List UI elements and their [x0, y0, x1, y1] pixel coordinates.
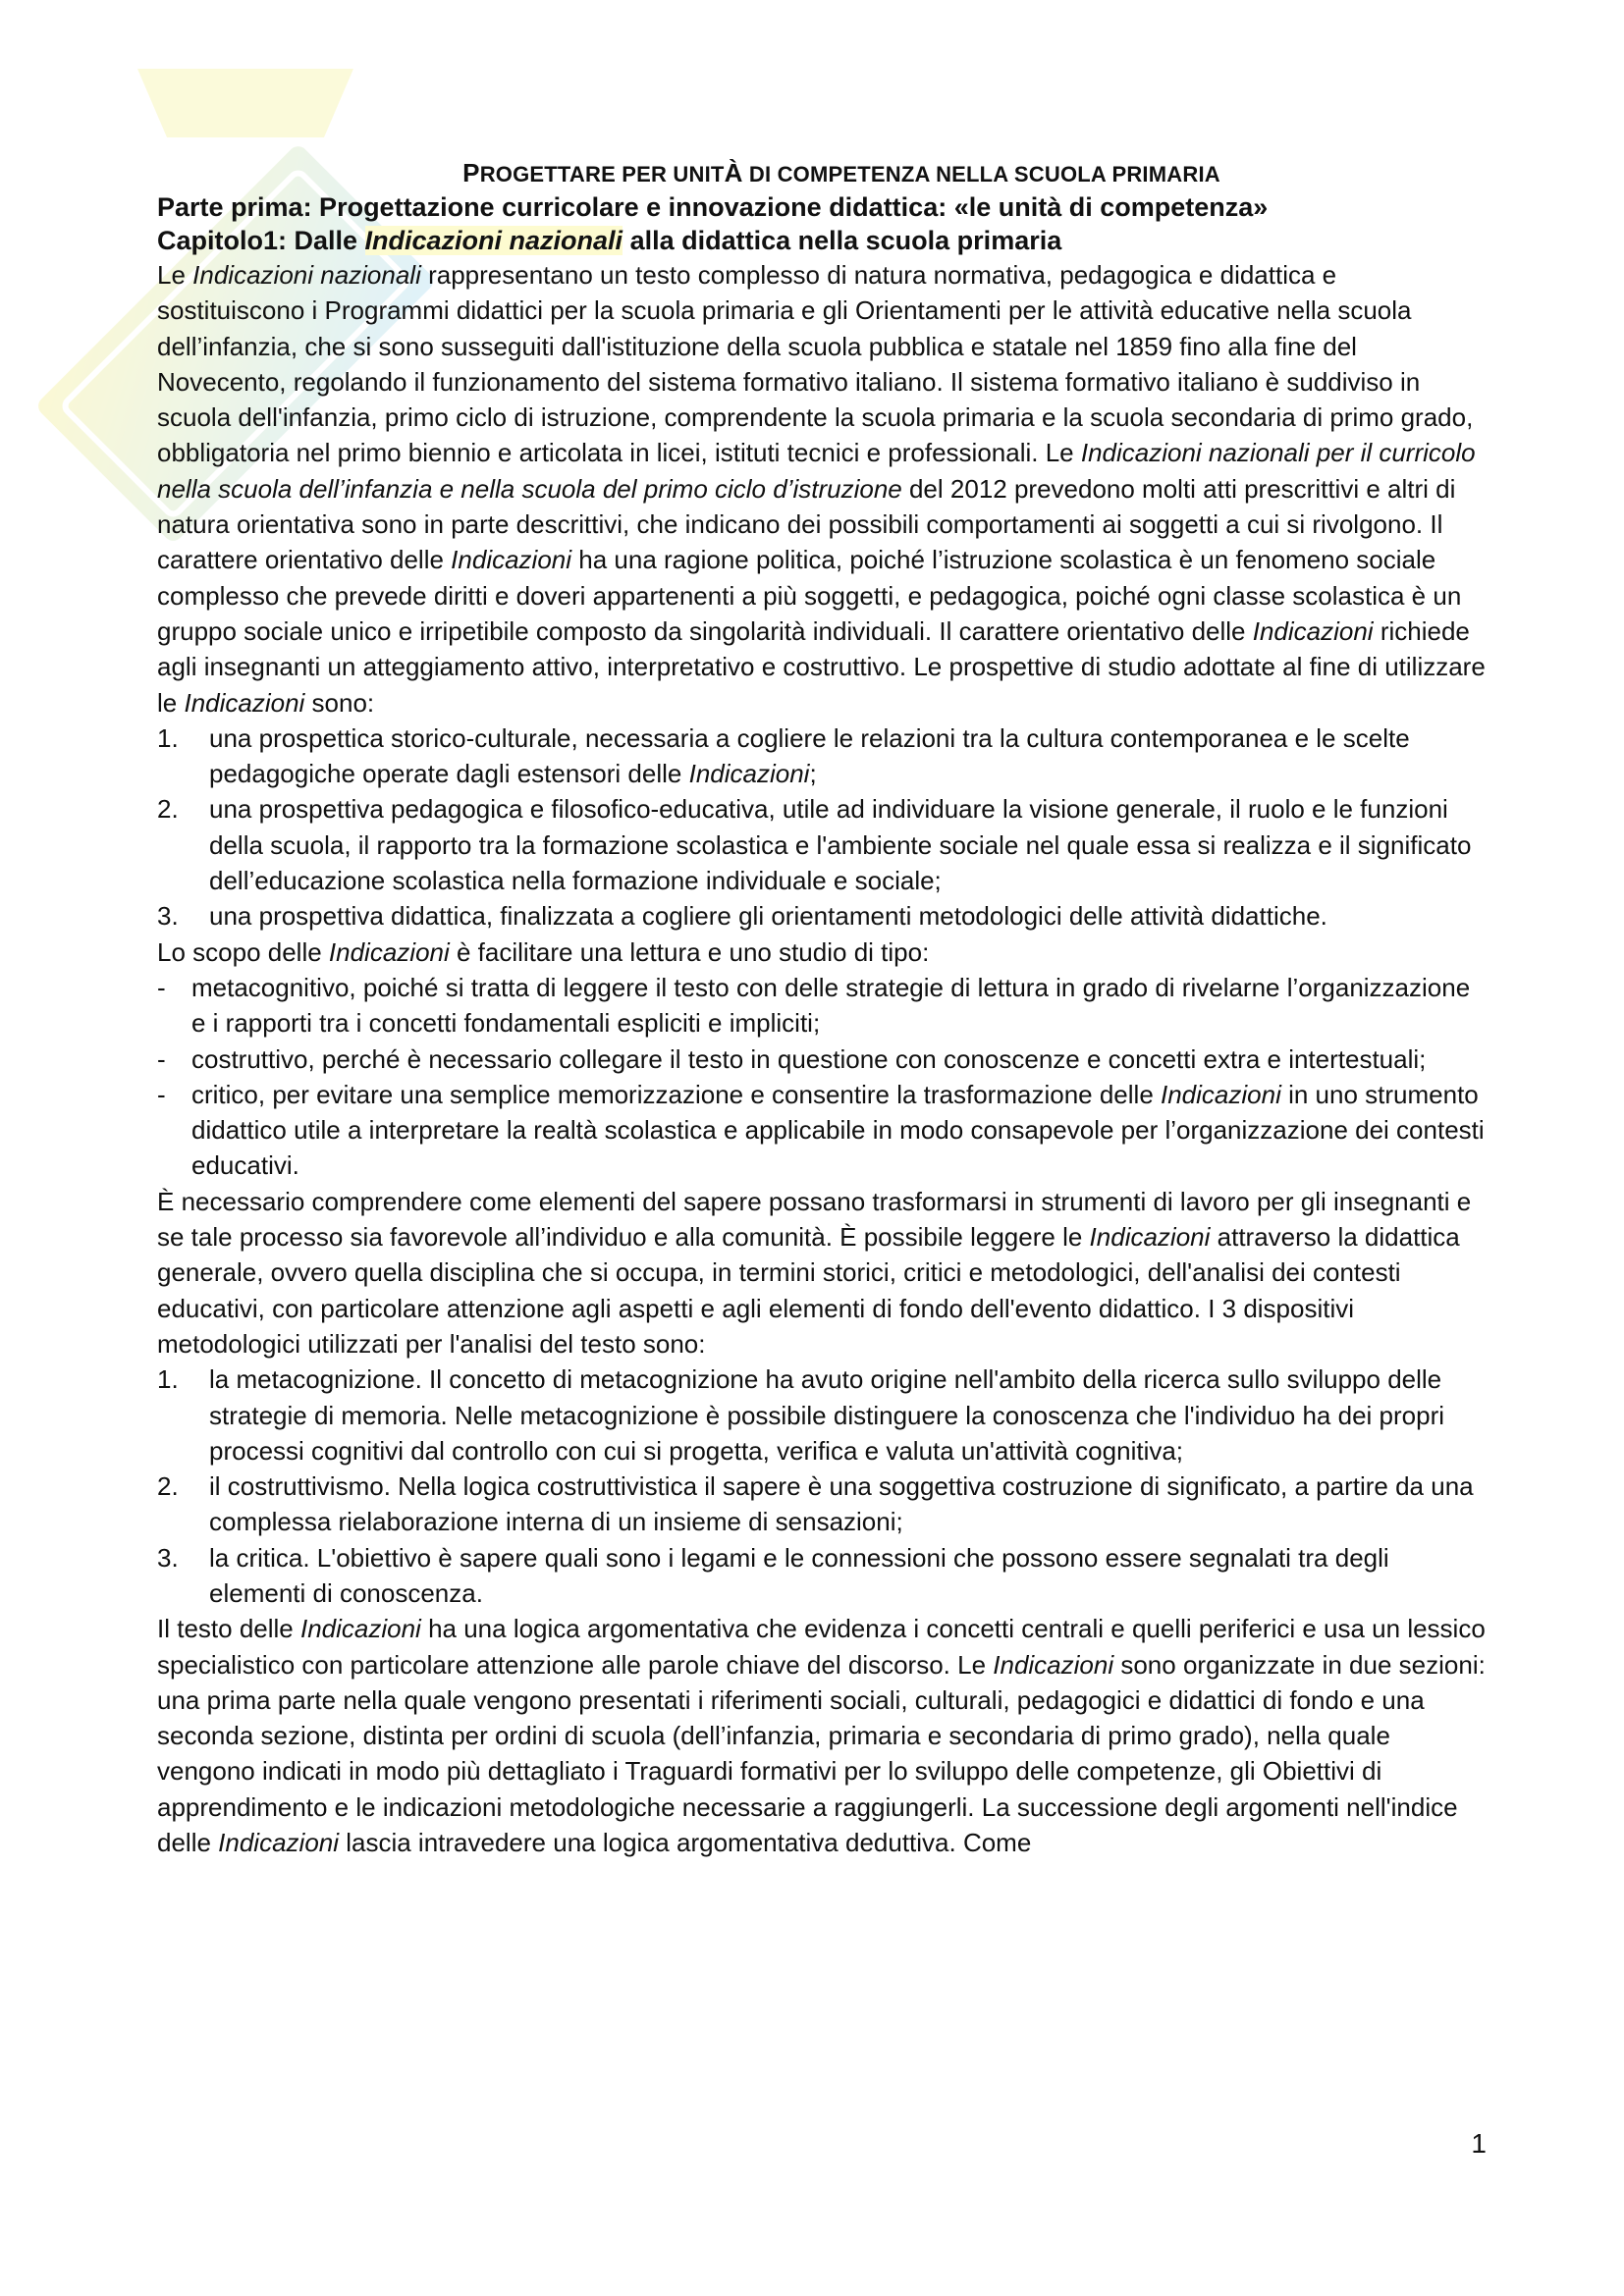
- list-item: - costruttivo, perché è necessario collegare il testo in questione con conoscenze e concetti extra e intertestuali;: [157, 1043, 1427, 1074]
- chapter-heading: Capitolo1: Dalle Indicazioni nazionali alla didattica nella scuola primaria: [157, 226, 1062, 255]
- paragraph-didactics: È necessario comprendere come elementi del sapere possano trasformarsi in strumenti di lavoro per gli insegnanti e se tale processo sia favorevole all’individuo e alla comunità. È possibile leggere le Indicazioni attraverso la didattica generale, ovvero quella disciplina che si occupa, in termini storici, critici e metodologici, dell'analisi dei contesti educativi, con particolare attenzione agli aspetti e agli elementi di fondo dell'evento didattico. I 3 dispositivi metodologici utilizzati per l'analisi del testo sono:: [157, 1186, 1472, 1359]
- reading-types-list: [157, 970, 1487, 1184]
- list-item: 1. la metacognizione. Il concetto di metacognizione ha avuto origine nell'ambito della ricerca sullo sviluppo delle strategie di memoria. Nelle metacognizione è possibile distinguere la conoscenza che l'individuo ha dei propri processi cognitivi dal controllo con cui si progetta, verifica e valuta un'attività cognitiva;: [157, 1364, 1445, 1466]
- document-page: [157, 157, 1487, 1860]
- methods-list: [157, 1362, 1487, 1611]
- list-item: 3. la critica. L'obiettivo è sapere quali sono i legami e le connessioni che possono essere segnalati tra degli elementi di conoscenza.: [157, 1542, 1389, 1608]
- paragraph-scope: Lo scopo delle Indicazioni è facilitare una lettura e uno studio di tipo:: [157, 936, 930, 967]
- page-number: 1: [1471, 2128, 1487, 2159]
- list-item: 3. una prospettiva didattica, finalizzata a cogliere gli orientamenti metodologici delle attività didattiche.: [157, 901, 1327, 932]
- list-item: 2. una prospettiva pedagogica e filosofico-educativa, utile ad individuare la visione generale, il ruolo e le funzioni della scuola, il rapporto tra la formazione scolastica e l'ambiente sociale nel quale essa si realizza e il significato dell’educazione scolastica nella formazione individuale e sociale;: [157, 794, 1472, 896]
- list-item: 1. una prospettica storico-culturale, necessaria a cogliere le relazioni tra la cultura contemporanea e le scelte pedagogiche operate dagli estensori delle Indicazioni;: [157, 722, 1410, 789]
- document-title: PROGETTARE PER UNITÀ DI COMPETENZA NELLA SCUOLA PRIMARIA: [462, 158, 1220, 187]
- list-item: 2. il costruttivismo. Nella logica costruttivistica il sapere è una soggettiva costruzione di significato, a partire da una complessa rielaborazione interna di un insieme di sensazioni;: [157, 1471, 1474, 1537]
- list-item: - metacognitivo, poiché si tratta di leggere il testo con delle strategie di lettura in grado di rivelarne l’organizzazione e i rapporti tra i concetti fondamentali espliciti e impliciti;: [157, 972, 1471, 1039]
- paragraph-intro: Le Indicazioni nazionali rappresentano un testo complesso di natura normativa, pedagogica e didattica e sostituiscono i Programmi didattici per la scuola primaria e gli Orientamenti per le attività educative nella scuola dell’infanzia, che si sono susseguiti dall'istituzione della scuola pubblica e statale nel 1859 fino alla fine del Novecento, regolando il funzionamento del sistema formativo italiano. Il sistema formativo italiano è suddiviso in scuola dell'infanzia, primo ciclo di istruzione, comprendente la scuola primaria e la scuola secondaria di primo grado, obbligatoria nel primo biennio e articolata in licei, istituti tecnici e professionali. Le Indicazioni nazionali per il curricolo nella scuola dell’infanzia e nella scuola del primo ciclo d’istruzione del 2012 prevedono molti atti prescrittivi e altri di natura orientativa sono in parte descrittivi, che indicano dei possibili comportamenti ai soggetti a cui si rivolgono. Il carattere orientativo delle Indicazioni ha una ragione politica, poiché l’istruzione scolastica è un fenomeno sociale complesso che prevede diritti e doveri appartenenti a più soggetti, e pedagogica, poiché ogni classe scolastica è un gruppo sociale unico e irripetibile composto da singolarità individuali. Il carattere orientativo delle Indicazioni richiede agli insegnanti un atteggiamento attivo, interpretativo e costruttivo. Le prospettive di studio adottate al fine di utilizzare le Indicazioni sono:: [157, 260, 1486, 718]
- perspectives-list: [157, 721, 1487, 934]
- paragraph-structure: Il testo delle Indicazioni ha una logica argomentativa che evidenza i concetti centrali e quelli periferici e usa un lessico specialistico con particolare attenzione alle parole chiave del discorso. Le Indicazioni sono organizzate in due sezioni: una prima parte nella quale vengono presentati i riferimenti sociali, culturali, pedagogici e didattici di fondo e una seconda sezione, distinta per ordini di scuola (dell’infanzia, primaria e secondaria di primo grado), nella quale vengono indicati in modo più dettagliato i Traguardi formativi per lo sviluppo delle competenze, gli Obiettivi di apprendimento e le indicazioni metodologiche necessarie a raggiungerli. La successione degli argomenti nell'indice delle Indicazioni lascia intravedere una logica argomentativa deduttiva. Come: [157, 1614, 1486, 1858]
- part-heading: Parte prima: Progettazione curricolare e innovazione didattica: «le unità di competenza»: [157, 192, 1269, 222]
- list-item: - critico, per evitare una semplice memorizzazione e consentire la trasformazione delle Indicazioni in uno strumento didattico utile a interpretare la realtà scolastica e applicabile in modo consapevole per l’organizzazione dei contesti educativi.: [157, 1079, 1485, 1181]
